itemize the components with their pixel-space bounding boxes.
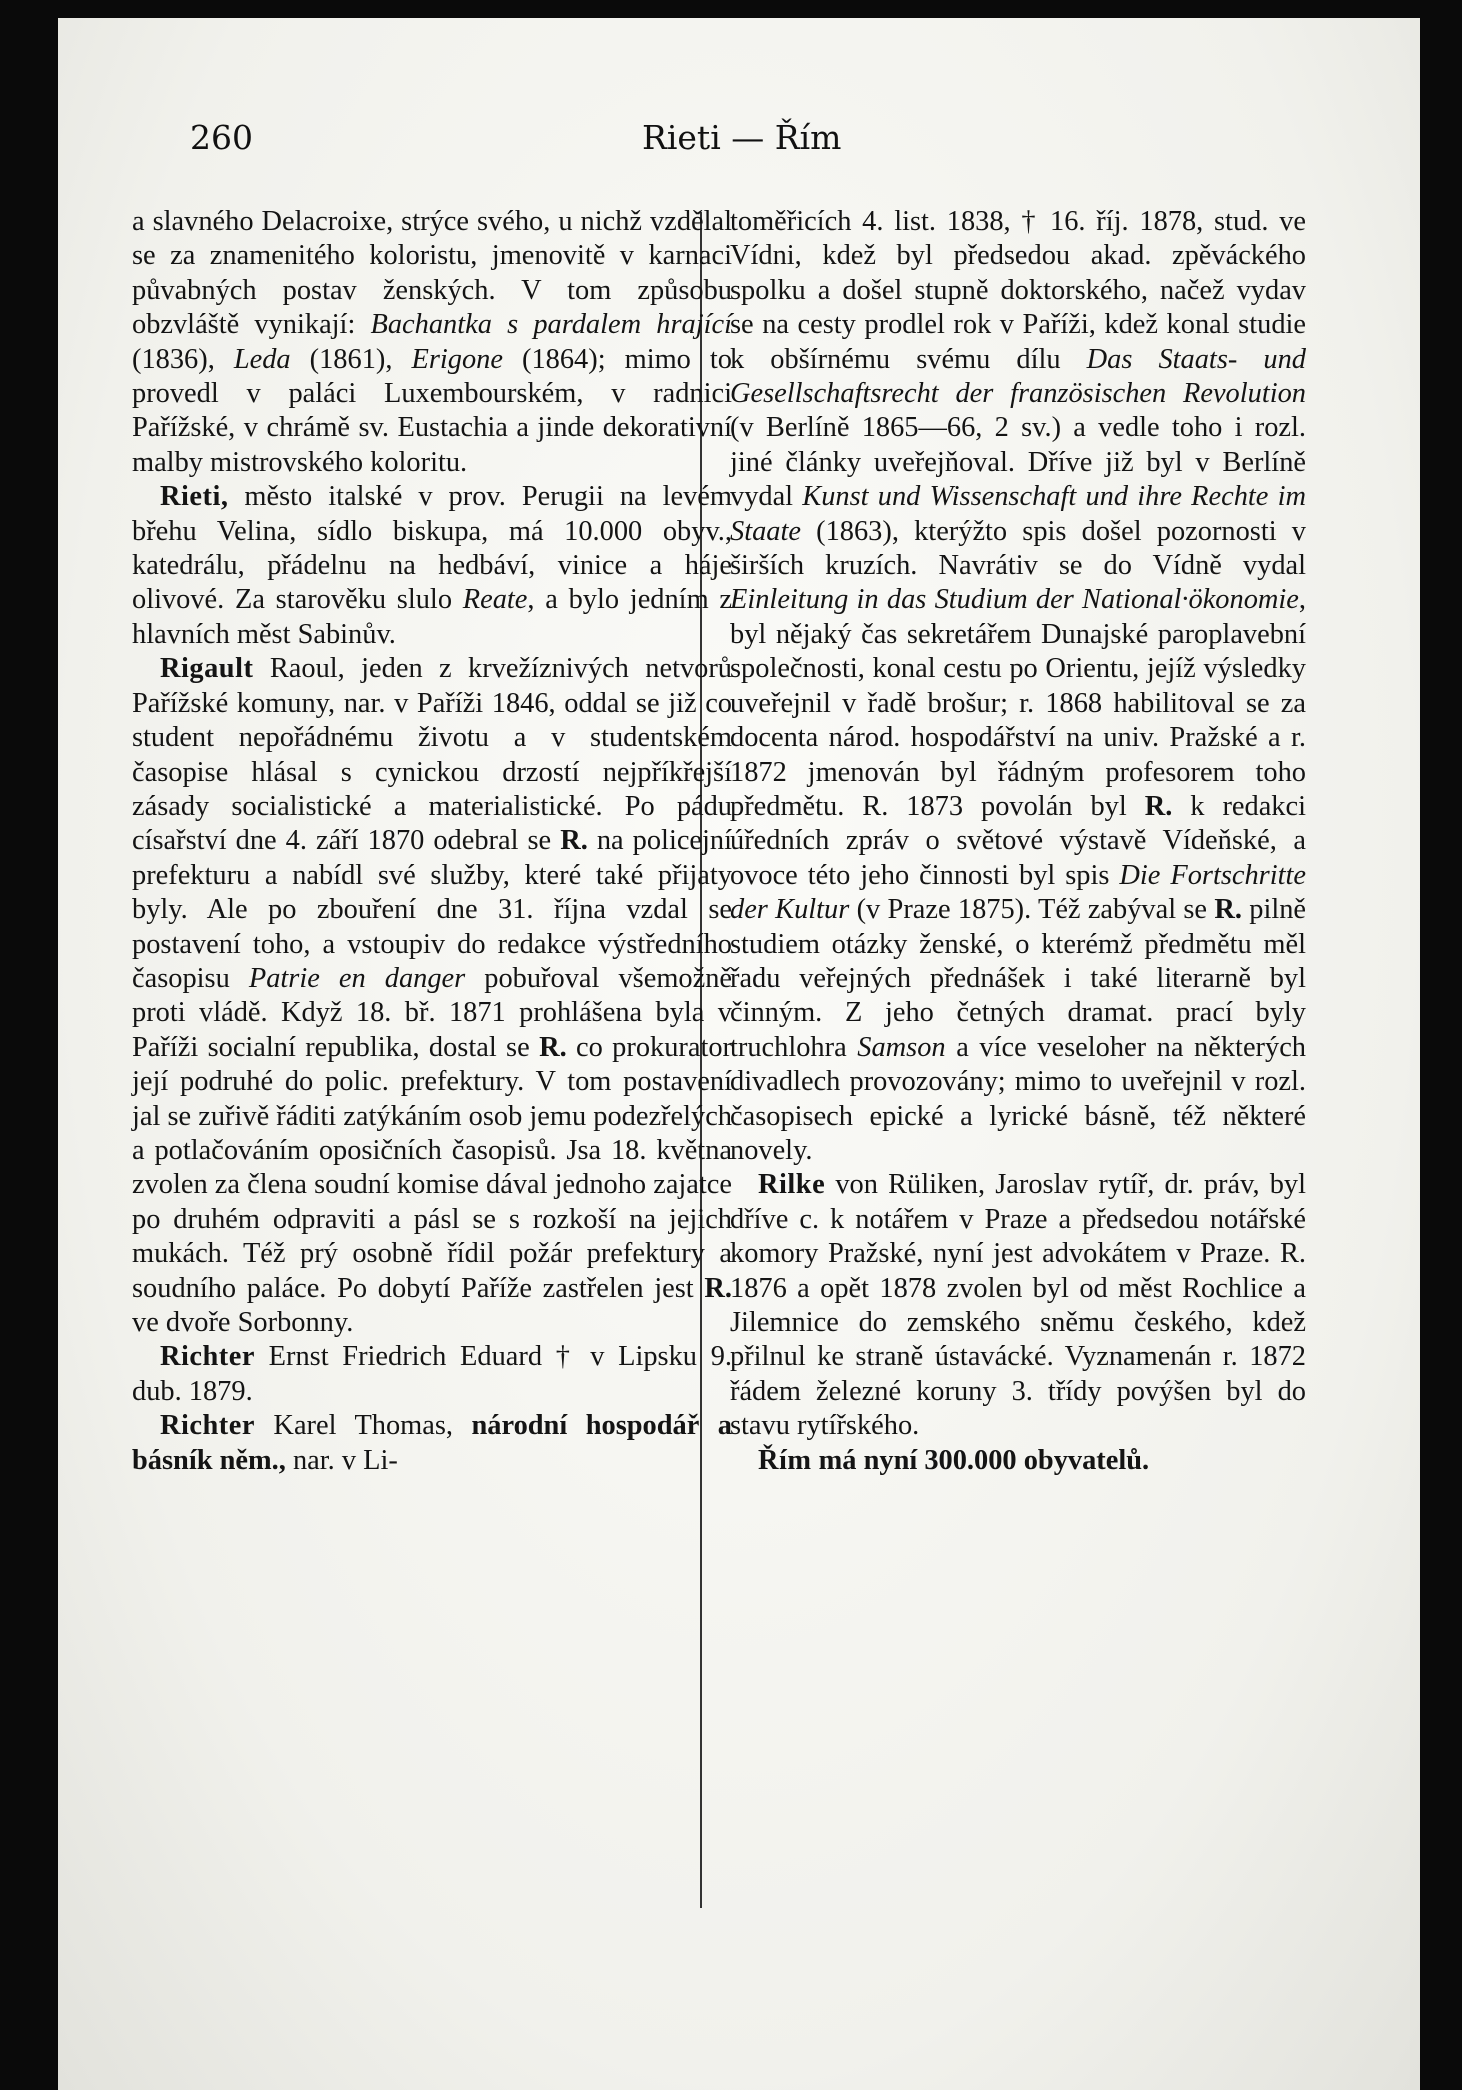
entry-richter-continuation: toměřicích 4. list. 1838, † 16. říj. 1878, stud. ve Vídni, kdež byl předsedou akad. zpěváckého spolku a došel stupně doktorského, načež vydav se na cesty prodlel rok v Paříži, kdež konal studie k obšírnému svému dílu Das Staats- und Gesellschaftsrecht der französischen Revolution (v Berlíně 1865—66, 2 sv.) a vedle toho i rozl. jiné články uveřejňoval. Dříve již byl v Berlíně vydal Kunst und Wissenschaft und ihre Rechte im Staate (1863), kterýžto spis došel pozornosti v širších kruzích. Navrátiv se do Vídně vydal Einleitung in das Studium der National·ökonomie, byl nějaký čas sekretářem Dunajské paroplavební společnosti, konal cestu po Orientu, jejíž výsledky uveřejnil v řadě brošur; r. 1868 habilitoval se za docenta národ. hospodářství na univ. Pražské a r. 1872 jmenován byl řádným profesorem toho předmětu. R. 1873 povolán byl R. k redakci úředních zpráv o světové výstavě Vídeňské, a ovoce této jeho činnosti byl spis Die Fortschritte der Kultur (v Praze 1875). Též zabýval se R. pilně studiem otázky ženské, o kterémž předmětu měl řadu veřejných přednášek i také literarně byl činným. Z jeho četných dramat. prací byly truchlohra Samson a více veseloher na některých divadlech provozovány; mimo to uveřejnil v rozl. časopisech epické a lyrické básně, též některé novely. (730, 206, 1307, 1166)
headword-rim: Řím (758, 1444, 812, 1476)
entry-rim: Řím má nyní 300.000 obyvatelů. (758, 1444, 1150, 1476)
headword-rigault: Rigault (160, 653, 254, 685)
entry-richter-ernst: Richter Ernst Friedrich Eduard † v Lipsku 9. dub. 1879. (132, 1341, 732, 1407)
entry-richter-karel: Richter Karel Thomas, národní hospodář a básník něm., nar. v Li- (132, 1410, 732, 1476)
left-column (132, 205, 732, 1478)
right-column (730, 205, 1306, 1478)
headword-richter-2: Richter (160, 1410, 255, 1442)
entry-rigault: Rigault Raoul, jeden z krvežíznivých netvorů Pařížské komuny, nar. v Paříži 1846, oddal se již co student nepořádnému životu a v studentském časopise hlásal s cynickou drzostí nejpříkřejší zásady socialistické a materialistické. Po pádu císařství dne 4. září 1870 odebral se R. na policejní prefekturu a nabídl své služby, které také přijaty byly. Ale po zbouření dne 31. října vzdal se postavení toho, a vstoupiv do redakce výstředního časopisu Patrie en danger pobuřoval všemožně proti vládě. Když 18. bř. 1871 prohlášena byla v Paříži socialní republika, dostal se R. co prokurator její podruhé do polic. prefektury. V tom postavení jal se zuřivě řáditi zatýkáním osob jemu podezřelých a potlačováním oposičních časopisů. Jsa 18. května zvolen za člena soudní komise dával jednoho zajatce po druhém odpraviti a pásl se s rozkoší na jejich mukách. Též prý osobně řídil požár prefektury a soudního paláce. Po dobytí Paříže zastřelen jest R. ve dvoře Sorbonny. (132, 653, 733, 1338)
headword-rilke: Rilke (758, 1169, 826, 1201)
headword-richter-1: Richter (160, 1341, 255, 1373)
entry-continuation: a slavného Delacroixe, strýce svého, u nichž vzdělal se za znamenitého koloristu, jmenovitě v karnaci půvabných postav ženských. V tom způsobu obzvláště vynikají: Bachantka s pardalem hrající (1836), Leda (1861), Erigone (1864); mimo to provedl v paláci Luxembourském, v radnici Pařížské, v chrámě sv. Eustachia a jinde dekorativní malby mistrovského koloritu. (132, 206, 732, 478)
headword-rieti: Rieti, (160, 481, 229, 513)
page-number: 260 (190, 118, 253, 157)
entry-rilke: Rilke von Rüliken, Jaroslav rytíř, dr. práv, byl dříve c. k notářem v Praze a předsedou notářské komory Pražské, nyní jest advokátem v Praze. R. 1876 a opět 1878 zvolen byl od měst Rochlice a Jilemnice do zemského sněmu českého, kdež přilnul ke straně ústavácké. Vyznamenán r. 1872 řádem železné koruny 3. třídy povýšen byl do stavu rytířského. (730, 1169, 1306, 1442)
page-title: Rieti — Řím (642, 118, 842, 157)
running-header (190, 118, 890, 168)
entry-rieti: Rieti, město italské v prov. Perugii na levém břehu Velina, sídlo biskupa, má 10.000 obyv., katedrálu, přádelnu na hedbáví, vinice a háje olivové. Za starověku slulo Reate, a bylo jedním z hlavních měst Sabinův. (132, 481, 732, 650)
